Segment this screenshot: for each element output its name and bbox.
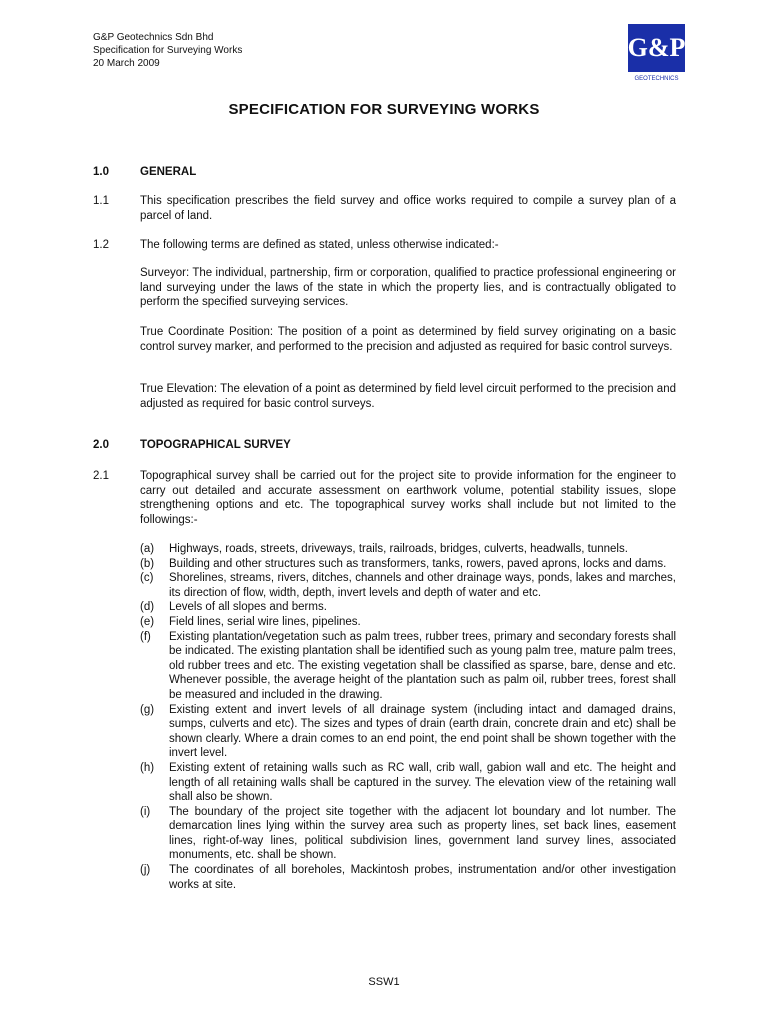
definition-surveyor: Surveyor: The individual, partnership, firm or corporation, qualified to practice professional engineering or land surveying under the laws of the state in which the property lies, and is contractually obligated to perform the specified surveying services.	[140, 267, 676, 309]
paragraph-1-1	[93, 194, 676, 223]
item-label: (f)	[140, 630, 151, 643]
page-title: SPECIFICATION FOR SURVEYING WORKS	[228, 101, 540, 118]
document-date: 20 March 2009	[93, 58, 160, 69]
paragraph-number: 1.1	[93, 195, 109, 207]
list-item	[140, 863, 676, 892]
item-label: (i)	[140, 805, 151, 818]
section-number: 2.0	[93, 439, 109, 451]
item-text: The coordinates of all boreholes, Mackintosh probes, instrumentation and/or other investigation works at site.	[169, 864, 676, 891]
item-text: Highways, roads, streets, driveways, trails, railroads, bridges, culverts, headwalls, tunnels.	[169, 543, 628, 555]
item-label: (e)	[140, 615, 155, 628]
company-name: G&P Geotechnics Sdn Bhd	[93, 32, 214, 43]
list-item	[140, 542, 676, 557]
item-label: (d)	[140, 601, 155, 614]
list-item	[140, 600, 676, 615]
item-text: Existing plantation/vegetation such as palm trees, rubber trees, primary and secondary forests shall be indicated. The existing plantation shall be identified such as young palm tree, mature palm trees, old rubber trees and etc. The existing vegetation shall be classified as sparse, bare, dense and etc. Whenever possible, the average height of the plantation such as palm oil, rubber trees, forest shall be measured and included in the drawing.	[169, 630, 676, 701]
page-number: SSW1	[368, 976, 400, 988]
item-label: (b)	[140, 557, 155, 570]
list-item	[140, 615, 676, 630]
definition-true-coordinate-position: True Coordinate Position: The position of a point as determined by field survey originating on a basic control survey marker, and performed to the precision and adjusted as required for basic control surveys.	[140, 326, 676, 353]
item-label: (a)	[140, 543, 155, 555]
logo-mark: G&P	[628, 33, 685, 62]
list-item	[140, 703, 676, 761]
document-header	[93, 31, 242, 70]
section-title: GENERAL	[140, 166, 197, 178]
item-label: (g)	[140, 703, 155, 716]
paragraph-1-2	[93, 238, 676, 253]
item-text: Existing extent of retaining walls such as RC wall, crib wall, gabion wall and etc. The height and length of all retaining walls shall be captured in the survey. The elevation view of the retaining wall shall also be shown.	[169, 761, 676, 804]
paragraph-text: The following terms are defined as stated, unless otherwise indicated:-	[140, 239, 499, 251]
paragraph-number: 2.1	[93, 470, 109, 482]
paragraph-text: Topographical survey shall be carried out for the project site to provide information for the engineer to carry out detailed and accurate assessment on earthwork volume, potential stability issues, slope strengthening options and etc. The topographical survey works shall include but not limited to the followings:-	[140, 470, 676, 526]
logo-subtext: GEOTECHNICS	[634, 76, 679, 82]
item-label: (h)	[140, 761, 155, 774]
item-label: (j)	[140, 864, 151, 877]
item-text: Field lines, serial wire lines, pipelines.	[169, 615, 361, 628]
section-heading-general	[93, 166, 196, 178]
item-text: Levels of all slopes and berms.	[169, 601, 327, 614]
section-title: TOPOGRAPHICAL SURVEY	[140, 439, 291, 451]
survey-item-list	[140, 542, 676, 892]
company-logo	[628, 24, 685, 82]
item-text: The boundary of the project site together with the adjacent lot boundary and lot number. The demarcation lines lying within the survey area such as property lines, set back lines, easement lines, right-of-way lines, political subdivision lines, government land survey lines, associated monuments, etc. shall be shown.	[169, 805, 676, 862]
section-number: 1.0	[93, 166, 109, 178]
section-heading-topographical-survey	[93, 439, 291, 451]
item-text: Building and other structures such as transformers, tanks, rowers, paved aprons, locks and dams.	[169, 557, 667, 570]
list-item	[140, 571, 676, 600]
paragraph-2-1	[93, 469, 676, 527]
item-text: Existing extent and invert levels of all drainage system (including intact and damaged drains, sumps, culverts and etc). The sizes and types of drain (earth drain, concrete drain and etc) shall be shown clearly. Where a drain comes to an end point, the end point shall be shown together with the invert level.	[169, 703, 676, 760]
list-item	[140, 805, 676, 863]
list-item	[140, 761, 676, 805]
definition-true-elevation: True Elevation: The elevation of a point as determined by field level circuit performed to the precision and adjusted as required for basic control surveys.	[140, 383, 676, 410]
document-name: Specification for Surveying Works	[93, 45, 243, 56]
list-item	[140, 630, 676, 703]
paragraph-text: This specification prescribes the field survey and office works required to compile a survey plan of a parcel of land.	[140, 195, 676, 222]
item-label: (c)	[140, 572, 154, 585]
paragraph-number: 1.2	[93, 239, 109, 251]
item-text: Shorelines, streams, rivers, ditches, channels and other drainage ways, ponds, lakes and marches, its direction of flow, width, depth, invert levels and depth of water and etc.	[169, 572, 676, 599]
list-item	[140, 557, 676, 572]
